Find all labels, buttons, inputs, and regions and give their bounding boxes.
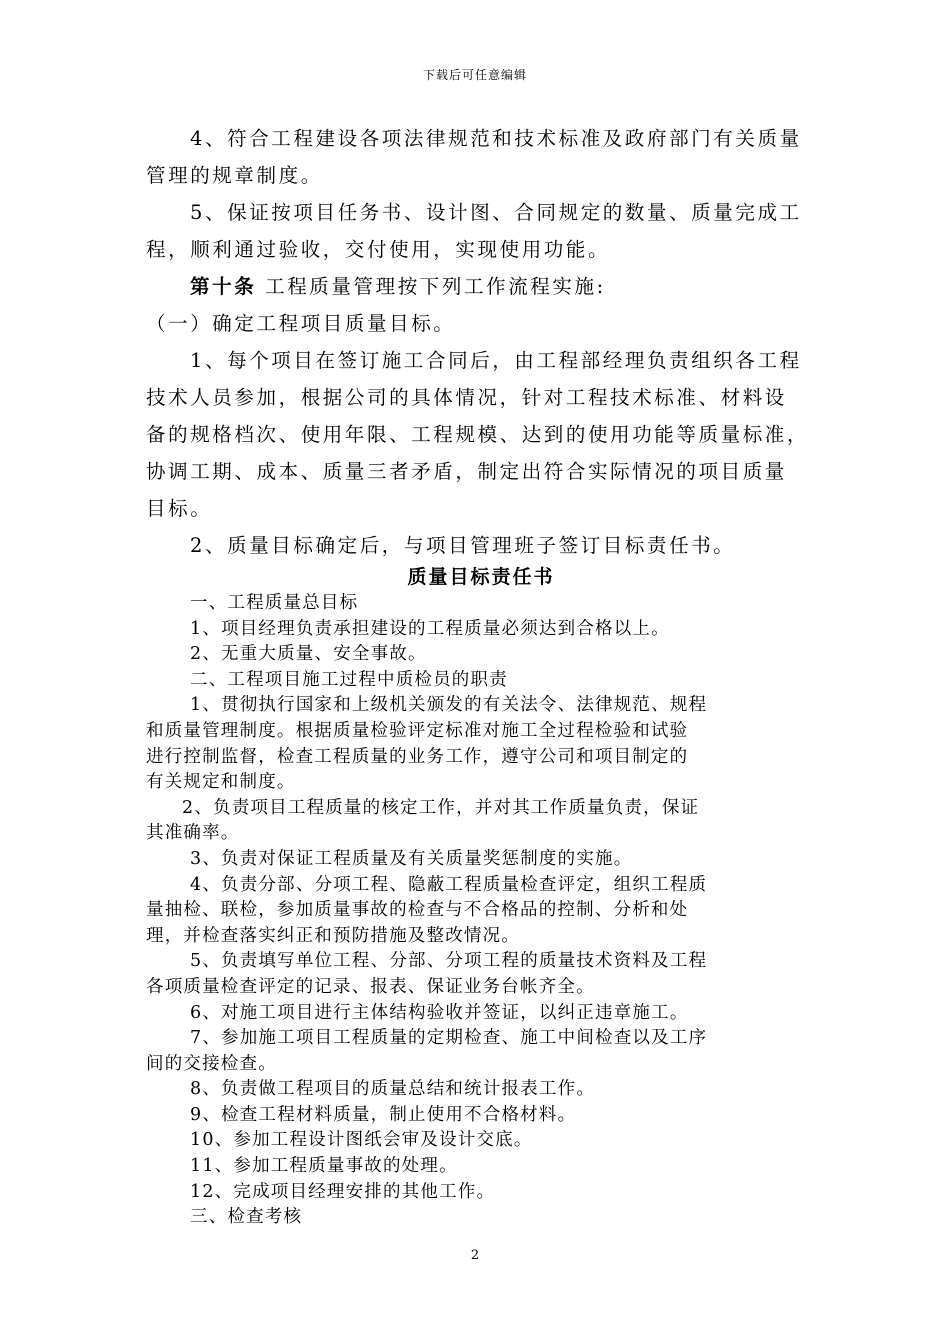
duty-1: 1、贯彻执行国家和上级机关颁发的有关法令、法律规范、规程 [190,695,708,716]
paragraph-4: 4、符合工程建设各项法律规范和技术标准及政府部门有关质量 [190,127,802,150]
duty-9: 9、检查工程材料质量，制止使用不合格材料。 [190,1104,577,1125]
page-number: 2 [470,1248,480,1263]
heading-block [146,562,816,589]
article-ten [146,268,816,305]
section-1-title: 一、工程质量总目标 [190,593,359,613]
paragraph-5-cont: 程，顺利通过验收，交付使用，实现使用功能。 [146,238,611,261]
paragraph-4-cont: 管理的规章制度。 [146,164,323,187]
duty-2-b: 其准确率。 [146,823,240,844]
section-3-title: 三、检查考核 [190,1207,303,1228]
duty-6: 6、对施工项目进行主体结构验收并签证，以纠正违章施工。 [190,1002,689,1023]
duty-1-c: 进行控制监督，检查工程质量的业务工作，遵守公司和项目制定的 [146,746,689,767]
article-label: 第十条 [190,275,257,298]
duty-5-b: 各项质量检查评定的记录、报表、保证业务台帐齐全。 [146,976,595,997]
goal-item-2: 2、无重大质量、安全事故。 [190,644,427,665]
duty-4: 4、负责分部、分项工程、隐蔽工程质量检查评定，组织工程质 [190,874,708,895]
duty-10: 10、参加工程设计图纸会审及设计交底。 [190,1130,533,1151]
duty-4-b: 量抽检、联检，参加质量事故的检查与不合格品的控制、分析和处 [146,900,689,921]
upper-section [146,120,816,564]
duty-8: 8、负责做工程项目的质量总结和统计报表工作。 [190,1079,596,1100]
quality-goal-1: 1、每个项目在签订施工合同后，由工程部经理负责组织各工程 [190,349,802,372]
duty-11: 11、参加工程质量事故的处理。 [190,1156,458,1177]
goal-item-1: 1、项目经理负责承担建设的工程质量必须达到合格以上。 [190,618,670,639]
duty-4-c: 理，并检查落实纠正和预防措施及整改情况。 [146,925,520,946]
section-2-title: 二、工程项目施工过程中质检员的职责 [190,669,508,690]
subsection-one: （一）确定工程项目质量目标。 [146,312,456,335]
quality-goal-1-d: 协调工期、成本、质量三者矛盾，制定出符合实际情况的项目质量 [146,460,787,483]
duty-2: 2、负责项目工程质量的核定工作，并对其工作质量负责，保证 [182,797,700,818]
duty-12: 12、完成项目经理安排的其他工作。 [190,1181,496,1202]
responsibility-heading: 质量目标责任书 [407,566,555,588]
duty-7-b: 间的交接检查。 [146,1053,277,1074]
duty-1-b: 和质量管理制度。根据质量检验评定标准对施工全过程检验和试验 [146,720,689,741]
lower-section [146,591,816,1231]
quality-goal-2: 2、质量目标确定后，与项目管理班子签订目标责任书。 [190,534,736,557]
paragraph-5: 5、保证按项目任务书、设计图、合同规定的数量、质量完成工 [190,201,802,224]
duty-5: 5、负责填写单位工程、分部、分项工程的质量技术资料及工程 [190,951,708,972]
duty-3: 3、负责对保证工程质量及有关质量奖惩制度的实施。 [190,848,633,869]
quality-goal-1-c: 备的规格档次、使用年限、工程规模、达到的使用功能等质量标准， [146,423,810,446]
duty-7: 7、参加施工项目工程质量的定期检查、施工中间检查以及工序 [190,1028,708,1049]
page-header: 下载后可任意编辑 [422,68,527,82]
article-text: 工程质量管理按下列工作流程实施: [256,275,606,298]
quality-goal-1-b: 技术人员参加，根据公司的具体情况，针对工程技术标准、材料设 [146,386,787,409]
quality-goal-1-e: 目标。 [146,497,213,520]
duty-1-d: 有关规定和制度。 [146,772,296,793]
